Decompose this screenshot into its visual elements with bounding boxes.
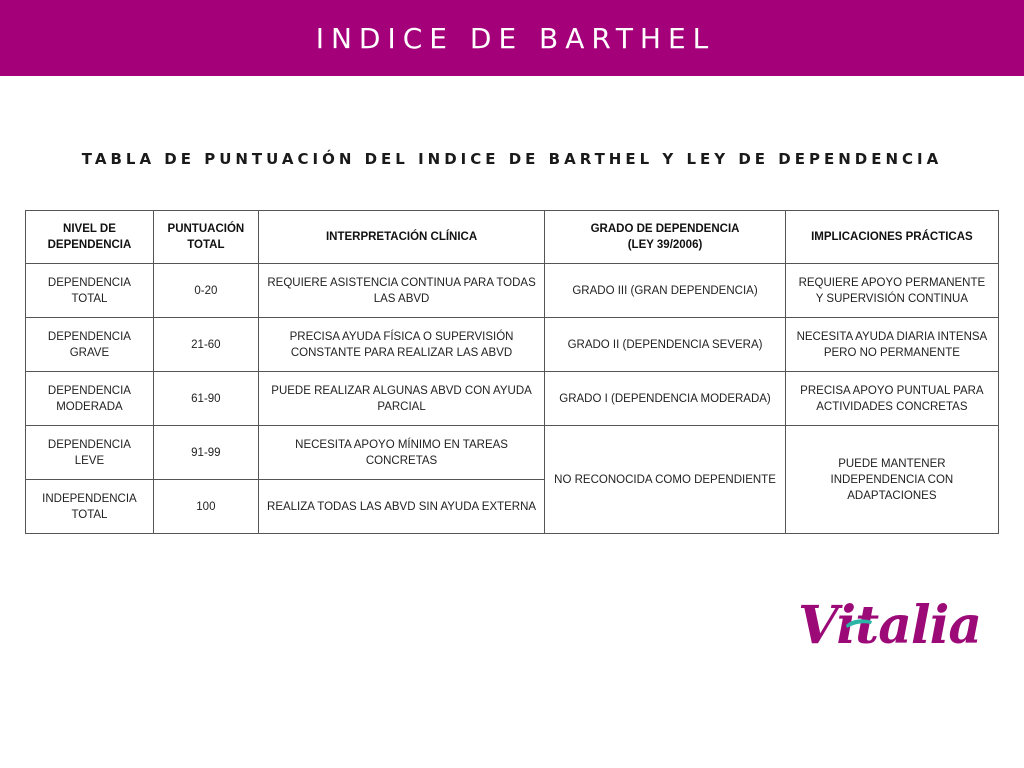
cell-interpretacion: REALIZA TODAS LAS ABVD SIN AYUDA EXTERNA: [258, 480, 544, 534]
page-title: INDICE DE BARTHEL: [315, 21, 716, 55]
table-row: [26, 264, 999, 318]
table-row: [26, 372, 999, 426]
cell-grado: GRADO II (DEPENDENCIA SEVERA): [545, 318, 786, 372]
cell-implicaciones: REQUIERE APOYO PERMANENTE Y SUPERVISIÓN CONTINUA: [785, 264, 998, 318]
vitalia-logo: [798, 596, 1002, 660]
cell-nivel: DEPENDENCIA GRAVE: [26, 318, 154, 372]
cell-implicaciones: PRECISA APOYO PUNTUAL PARA ACTIVIDADES CONCRETAS: [785, 372, 998, 426]
cell-nivel: INDEPENDENCIA TOTAL: [26, 480, 154, 534]
header-grado-line2: (LEY 39/2006): [627, 239, 703, 251]
cell-puntuacion: 0-20: [153, 264, 258, 318]
header-puntuacion-line1: PUNTUACIÓN: [167, 223, 245, 235]
header-banner: [0, 0, 1024, 76]
table-title: TABLA DE PUNTUACIÓN DEL INDICE DE BARTHEL Y LEY DE DEPENDENCIA: [81, 150, 943, 168]
logo-text: Vitalia: [798, 595, 982, 656]
cell-nivel: DEPENDENCIA LEVE: [26, 426, 154, 480]
header-nivel: [26, 211, 154, 264]
header-grado-line1: GRADO DE DEPENDENCIA: [590, 223, 740, 235]
cell-nivel: DEPENDENCIA TOTAL: [26, 264, 154, 318]
table-row: [26, 426, 999, 480]
cell-nivel: DEPENDENCIA MODERADA: [26, 372, 154, 426]
cell-interpretacion: PUEDE REALIZAR ALGUNAS ABVD CON AYUDA PARCIAL: [258, 372, 544, 426]
cell-grado: GRADO I (DEPENDENCIA MODERADA): [545, 372, 786, 426]
header-puntuacion-line2: TOTAL: [187, 239, 225, 251]
cell-interpretacion: PRECISA AYUDA FÍSICA O SUPERVISIÓN CONSTANTE PARA REALIZAR LAS ABVD: [258, 318, 544, 372]
cell-implicaciones: NECESITA AYUDA DIARIA INTENSA PERO NO PERMANENTE: [785, 318, 998, 372]
header-nivel-line1: NIVEL DE: [63, 223, 116, 235]
header-puntuacion: [153, 211, 258, 264]
cell-interpretacion: NECESITA APOYO MÍNIMO EN TAREAS CONCRETAS: [258, 426, 544, 480]
cell-puntuacion: 91-99: [153, 426, 258, 480]
table-row: [26, 318, 999, 372]
header-implicaciones: IMPLICACIONES PRÁCTICAS: [785, 211, 998, 264]
cell-puntuacion: 100: [153, 480, 258, 534]
header-grado: [545, 211, 786, 264]
logo-accent-icon: [844, 616, 874, 630]
cell-grado-merged: NO RECONOCIDA COMO DEPENDIENTE: [545, 426, 786, 534]
header-nivel-line2: DEPENDENCIA: [47, 239, 132, 251]
table-header-row: [26, 211, 999, 264]
cell-implicaciones-merged: PUEDE MANTENER INDEPENDENCIA CON ADAPTACIONES: [785, 426, 998, 534]
header-interpretacion: INTERPRETACIÓN CLÍNICA: [258, 211, 544, 264]
cell-grado: GRADO III (GRAN DEPENDENCIA): [545, 264, 786, 318]
cell-interpretacion: REQUIERE ASISTENCIA CONTINUA PARA TODAS LAS ABVD: [258, 264, 544, 318]
cell-puntuacion: 21-60: [153, 318, 258, 372]
barthel-table: [25, 210, 999, 534]
cell-puntuacion: 61-90: [153, 372, 258, 426]
